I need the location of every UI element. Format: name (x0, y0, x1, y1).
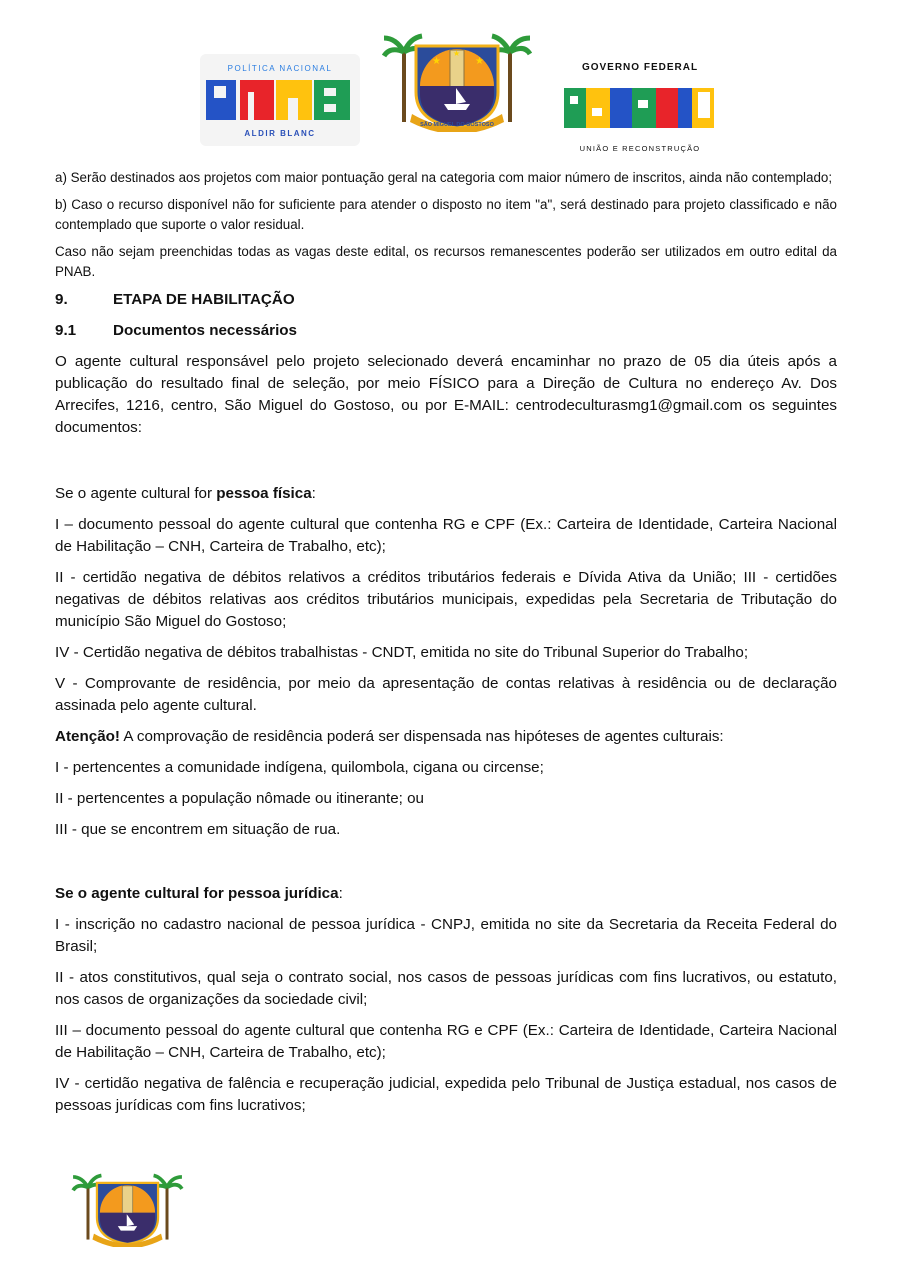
governo-federal-title: GOVERNO FEDERAL (581, 62, 699, 73)
pf-item: I – documento pessoal do agente cultural que contenha RG e CPF (Ex.: Carteira de Identidade, Carteira Nacional de Habilitação – CNH, Carteira de Trabalho, etc); (55, 516, 837, 555)
document-body (55, 168, 837, 1126)
section-9-1-heading (55, 320, 837, 342)
pf-item: V - Comprovante de residência, por meio da apresentação de contas relativas à residência ou de declaração assinada pelo agente cultural. (55, 675, 837, 714)
pnab-wordmark-icon (204, 78, 356, 122)
pf-item: IV - Certidão negativa de débitos trabalhistas - CNDT, emitida no site do Tribunal Superior do Trabalho; (55, 644, 749, 661)
atencao-item: III - que se encontrem em situação de rua. (55, 821, 341, 838)
pj-item: II - atos constitutivos, qual seja o contrato social, nos casos de pessoas jurídicas com fins lucrativos, ou estatuto, nos casos de organizações da sociedade civil; (55, 969, 837, 1008)
atencao-item: I - pertencentes a comunidade indígena, quilombola, cigana ou circense; (55, 759, 544, 776)
pnab-logo-bottom: ALDIR BLANC (244, 129, 316, 138)
section-9-number: 9. (55, 291, 68, 308)
svg-text:★: ★ (432, 56, 441, 67)
pnab-logo-top: POLÍTICA NACIONAL (227, 64, 333, 73)
governo-federal-subtitle: UNIÃO E RECONSTRUÇÃO (579, 144, 701, 153)
atencao-item: II - pertencentes a população nômade ou itinerante; ou (55, 790, 424, 807)
pessoa-juridica-heading: Se o agente cultural for pessoa jurídica: (55, 885, 343, 902)
page-header (0, 18, 900, 153)
atencao-paragraph: Atenção! A comprovação de residência poderá ser dispensada nas hipóteses de agentes culturais: (55, 728, 724, 745)
section-9-title: ETAPA DE HABILITAÇÃO (113, 291, 295, 308)
pf-item: II - certidão negativa de débitos relativos a créditos tributários federais e Dívida Ativa da União; III - certidões negativas de débitos relativas aos créditos tributários municipais, expedidas pela Secretaria de Tributação do município São Miguel do Gostoso; (55, 569, 838, 630)
section-9-1-number: 9.1 (55, 322, 77, 339)
pj-item: IV - certidão negativa de falência e recuperação judicial, expedida pelo Tribunal de Justiça estadual, nos casos de pessoas jurídicas com fins lucrativos; (55, 1075, 837, 1114)
footer-crest-icon (70, 1165, 185, 1247)
pj-item: III – documento pessoal do agente cultural que contenha RG e CPF (Ex.: Carteira de Identidade, Carteira Nacional de Habilitação – CNH, Carteira de Trabalho, etc); (55, 1022, 837, 1061)
section-9-heading (55, 289, 837, 311)
svg-text:SÃO MIGUEL DO GOSTOSO: SÃO MIGUEL DO GOSTOSO (420, 122, 494, 128)
brasil-wordmark-icon (562, 78, 718, 138)
governo-federal-logo (560, 62, 720, 158)
section-9-1-title: Documentos necessários (113, 322, 298, 339)
paragraph-a: a) Serão destinados aos projetos com maior pontuação geral na categoria com maior número de inscritos, ainda não contemplado; (55, 170, 833, 185)
pj-item: I - inscrição no cadastro nacional de pessoa jurídica - CNPJ, emitida no site da Secretaria da Receita Federal do Brasil; (55, 916, 837, 955)
intro-paragraph: O agente cultural responsável pelo projeto selecionado deverá encaminhar no prazo de 05 dia úteis após a publicação do resultado final de seleção, por meio FÍSICO para a Direção de Cultura no endereço Av. Dos Arrecifes, 1216, centro, São Miguel do Gostoso, ou por E-MAIL: centrodeculturasmg1@gmail.com os seguintes documentos: (55, 353, 837, 436)
pessoa-fisica-heading: Se o agente cultural for pessoa física: (55, 485, 316, 502)
pnab-logo (200, 54, 360, 146)
paragraph-b: b) Caso o recurso disponível não for suficiente para atender o disposto no item "a", será destinado para projeto classificado e não contemplado que suporte o valor residual. (55, 197, 837, 232)
municipal-crest-icon (382, 22, 532, 132)
paragraph-remaining: Caso não sejam preenchidas todas as vagas deste edital, os recursos remanescentes poderão ser utilizados em outro edital da PNAB. (55, 244, 837, 279)
svg-text:★: ★ (475, 56, 484, 67)
svg-text:★: ★ (453, 49, 461, 58)
